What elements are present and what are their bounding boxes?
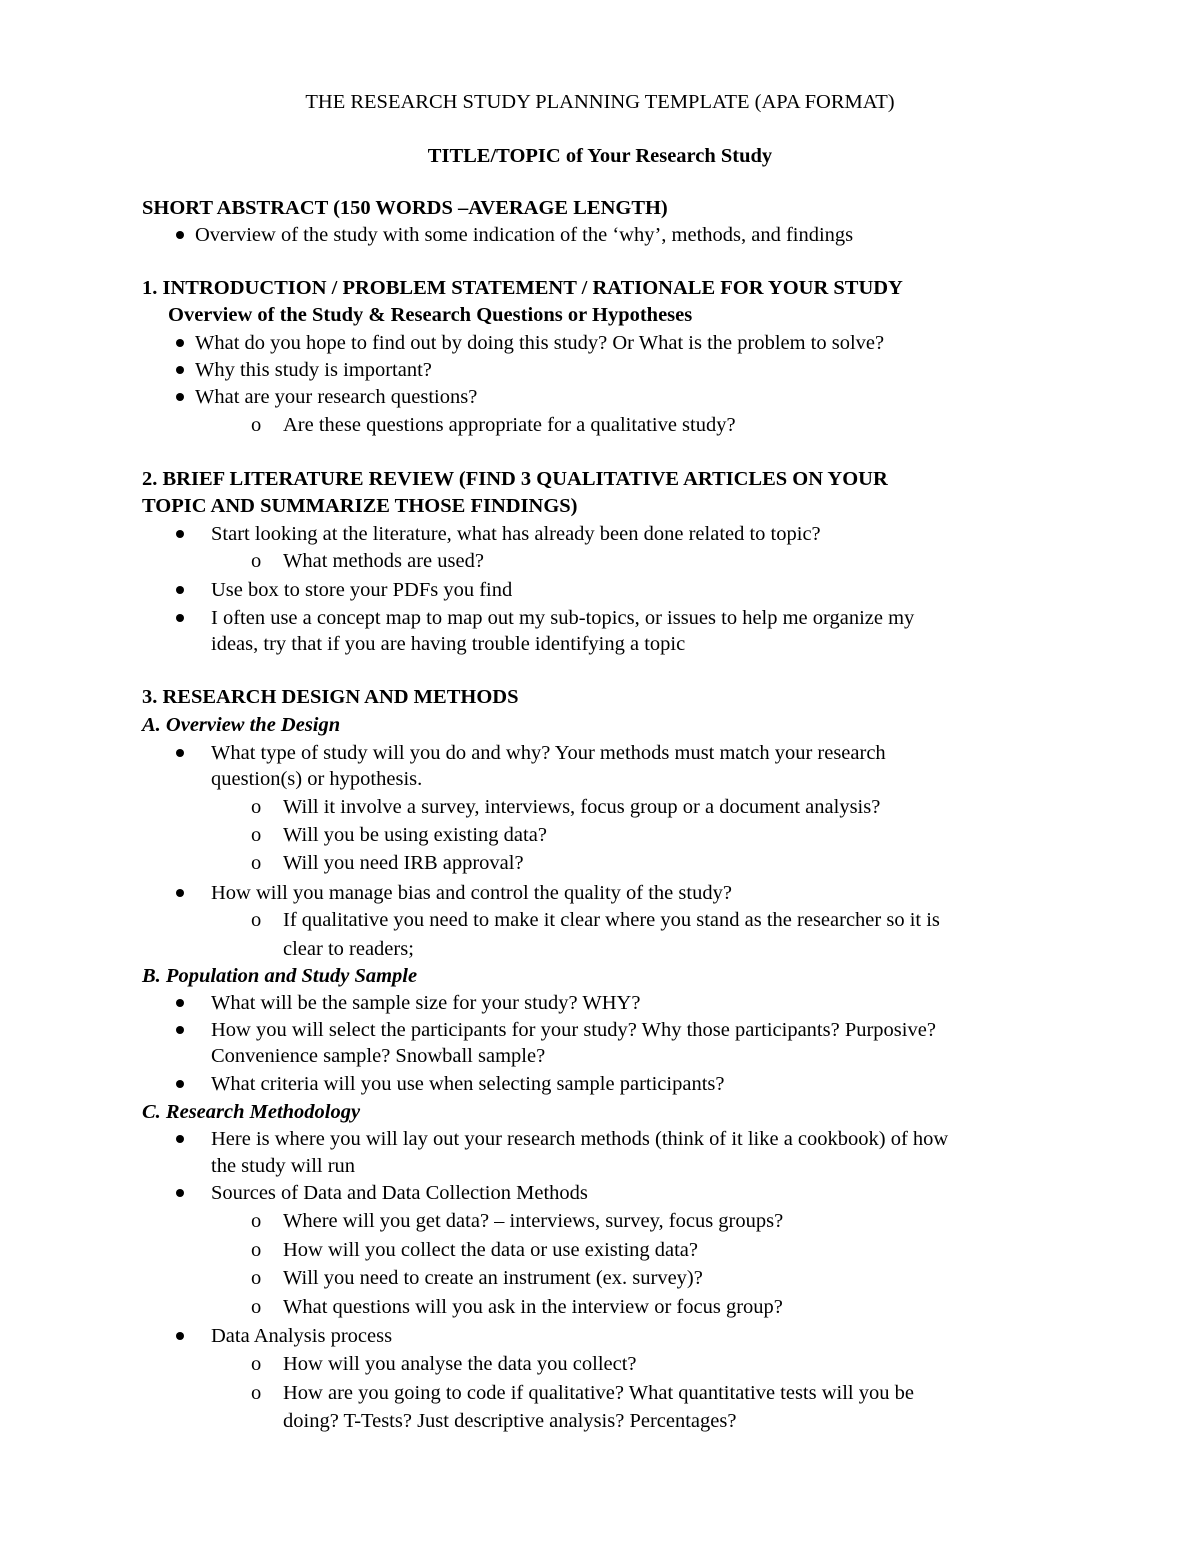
- list-item: How will you manage bias and control the quality of the study?: [211, 882, 732, 904]
- document-subtitle: TITLE/TOPIC of Your Research Study: [427, 145, 773, 167]
- bullet-icon: [176, 1135, 184, 1143]
- list-item: What do you hope to find out by doing this study? Or What is the problem to solve?: [195, 332, 885, 354]
- sub-bullet-icon: o: [251, 550, 262, 572]
- list-item: How will you collect the data or use existing data?: [283, 1239, 699, 1261]
- list-item-continuation: doing? T-Tests? Just descriptive analysis? Percentages?: [283, 1410, 737, 1432]
- subsection-heading: B. Population and Study Sample: [142, 965, 418, 987]
- list-item: Why this study is important?: [195, 359, 432, 381]
- section-heading: TOPIC AND SUMMARIZE THOSE FINDINGS): [142, 495, 578, 517]
- bullet-icon: [176, 749, 184, 757]
- bullet-icon: [176, 889, 184, 897]
- abstract-heading: SHORT ABSTRACT (150 WORDS –AVERAGE LENGTH): [142, 197, 668, 219]
- sub-bullet-icon: o: [251, 1296, 262, 1318]
- list-item-continuation: clear to readers;: [283, 938, 414, 960]
- sub-bullet-icon: o: [251, 824, 262, 846]
- list-item: Where will you get data? – interviews, survey, focus groups?: [283, 1210, 784, 1232]
- sub-bullet-icon: o: [251, 909, 262, 931]
- bullet-icon: [176, 1332, 184, 1340]
- list-item: Here is where you will lay out your research methods (think of it like a cookbook) of how: [211, 1128, 949, 1150]
- bullet-icon: [176, 999, 184, 1007]
- list-item-continuation: the study will run: [211, 1155, 356, 1177]
- subsection-heading: C. Research Methodology: [142, 1101, 361, 1123]
- sub-bullet-icon: o: [251, 796, 262, 818]
- list-item: If qualitative you need to make it clear where you stand as the researcher so it is: [283, 909, 940, 931]
- bullet-icon: [176, 1026, 184, 1034]
- bullet-icon: [176, 586, 184, 594]
- list-item: What criteria will you use when selecting sample participants?: [211, 1073, 725, 1095]
- section-heading: 2. BRIEF LITERATURE REVIEW (FIND 3 QUALITATIVE ARTICLES ON YOUR: [142, 468, 888, 490]
- list-item: Overview of the study with some indication of the ‘why’, methods, and findings: [195, 224, 854, 246]
- bullet-icon: [176, 366, 184, 374]
- bullet-icon: [176, 530, 184, 538]
- list-item: What are your research questions?: [195, 386, 478, 408]
- sub-bullet-icon: o: [251, 414, 262, 436]
- list-item: What methods are used?: [283, 550, 484, 572]
- list-item: Sources of Data and Data Collection Methods: [211, 1182, 588, 1204]
- sub-bullet-icon: o: [251, 1382, 262, 1404]
- sub-bullet-icon: o: [251, 852, 262, 874]
- list-item: How will you analyse the data you collect?: [283, 1353, 637, 1375]
- bullet-icon: [176, 231, 184, 239]
- list-item: How are you going to code if qualitative? What quantitative tests will you be: [283, 1382, 914, 1404]
- bullet-icon: [176, 339, 184, 347]
- list-item: Start looking at the literature, what has already been done related to topic?: [211, 523, 821, 545]
- list-item: How you will select the participants for your study? Why those participants? Purposive?: [211, 1019, 936, 1041]
- list-item: Data Analysis process: [211, 1325, 393, 1347]
- sub-bullet-icon: o: [251, 1267, 262, 1289]
- list-item: Will it involve a survey, interviews, focus group or a document analysis?: [283, 796, 881, 818]
- list-item: What questions will you ask in the interview or focus group?: [283, 1296, 783, 1318]
- bullet-icon: [176, 1080, 184, 1088]
- section-subheading: Overview of the Study & Research Questions or Hypotheses: [168, 304, 693, 326]
- sub-bullet-icon: o: [251, 1239, 262, 1261]
- list-item-continuation: question(s) or hypothesis.: [211, 768, 423, 790]
- list-item-continuation: ideas, try that if you are having trouble identifying a topic: [211, 633, 686, 655]
- list-item: I often use a concept map to map out my sub-topics, or issues to help me organize my: [211, 607, 915, 629]
- subsection-heading: A. Overview the Design: [142, 714, 341, 736]
- bullet-icon: [176, 1189, 184, 1197]
- list-item: What will be the sample size for your study? WHY?: [211, 992, 641, 1014]
- list-item-continuation: Convenience sample? Snowball sample?: [211, 1045, 546, 1067]
- section-heading: 1. INTRODUCTION / PROBLEM STATEMENT / RATIONALE FOR YOUR STUDY: [142, 277, 903, 299]
- list-item: Will you be using existing data?: [283, 824, 547, 846]
- list-item: Will you need IRB approval?: [283, 852, 524, 874]
- sub-bullet-icon: o: [251, 1210, 262, 1232]
- document-title: THE RESEARCH STUDY PLANNING TEMPLATE (APA FORMAT): [305, 91, 895, 113]
- bullet-icon: [176, 393, 184, 401]
- list-item: Will you need to create an instrument (ex. survey)?: [283, 1267, 703, 1289]
- bullet-icon: [176, 614, 184, 622]
- sub-bullet-icon: o: [251, 1353, 262, 1375]
- section-heading: 3. RESEARCH DESIGN AND METHODS: [142, 686, 519, 708]
- list-item: Use box to store your PDFs you find: [211, 579, 513, 601]
- list-item: Are these questions appropriate for a qualitative study?: [283, 414, 736, 436]
- list-item: What type of study will you do and why? Your methods must match your research: [211, 742, 886, 764]
